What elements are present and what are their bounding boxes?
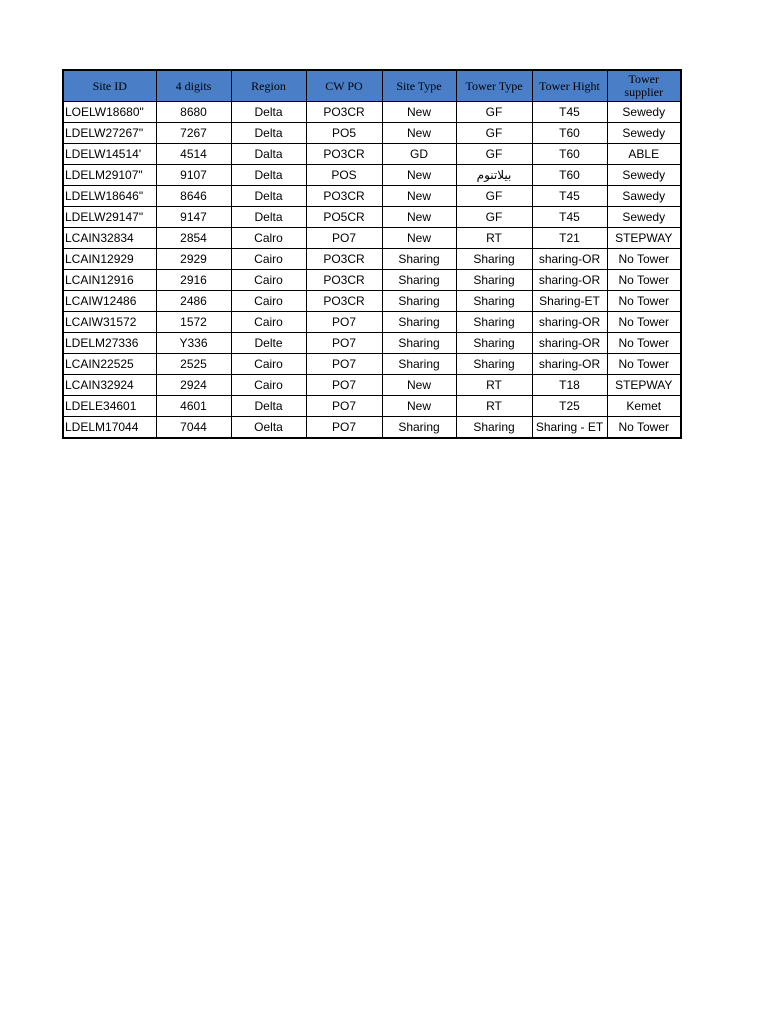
cell-site-id: LDELM29107"	[63, 165, 156, 186]
cell-region: Delta	[231, 186, 306, 207]
cell-tower-supplier: No Tower	[607, 249, 681, 270]
cell-tower-type: Sharing	[456, 333, 532, 354]
cell-tower-hight: sharing-OR	[532, 270, 607, 291]
cell-tower-hight: Sharing - ET	[532, 417, 607, 439]
cell-site-type: Sharing	[382, 417, 456, 439]
cell-four-digits: 2929	[156, 249, 231, 270]
cell-region: Delta	[231, 165, 306, 186]
cell-tower-supplier: No Tower	[607, 270, 681, 291]
cell-site-id: LCAIN32924	[63, 375, 156, 396]
cell-site-id: LOELW18680"	[63, 102, 156, 123]
cell-tower-hight: T18	[532, 375, 607, 396]
cell-region: Delte	[231, 333, 306, 354]
cell-tower-supplier: Sewedy	[607, 123, 681, 144]
cell-site-id: LDELM27336	[63, 333, 156, 354]
cell-tower-hight: T21	[532, 228, 607, 249]
cell-site-id: LDELW27267"	[63, 123, 156, 144]
cell-site-type: New	[382, 207, 456, 228]
cell-region: Cairo	[231, 354, 306, 375]
cell-tower-supplier: Sawedy	[607, 186, 681, 207]
cell-region: Cairo	[231, 270, 306, 291]
cell-tower-supplier: Sewedy	[607, 102, 681, 123]
cell-tower-hight: sharing-OR	[532, 333, 607, 354]
cell-tower-type: GF	[456, 123, 532, 144]
table-header	[63, 70, 681, 102]
cell-tower-supplier: STEPWAY	[607, 228, 681, 249]
cell-tower-hight: T25	[532, 396, 607, 417]
cell-site-type: New	[382, 228, 456, 249]
cell-tower-type: RT	[456, 396, 532, 417]
header-site-id: Site ID	[63, 70, 156, 102]
table-row	[63, 186, 681, 207]
cell-cw-po: POS	[306, 165, 382, 186]
cell-site-type: New	[382, 375, 456, 396]
cell-tower-hight: sharing-OR	[532, 354, 607, 375]
cell-four-digits: 1572	[156, 312, 231, 333]
cell-site-type: New	[382, 123, 456, 144]
cell-region: Cairo	[231, 291, 306, 312]
cell-site-type: Sharing	[382, 270, 456, 291]
cell-four-digits: 8646	[156, 186, 231, 207]
cell-region: Delta	[231, 123, 306, 144]
cell-tower-hight: sharing-OR	[532, 312, 607, 333]
cell-tower-supplier: Kemet	[607, 396, 681, 417]
cell-region: Calro	[231, 228, 306, 249]
cell-site-type: New	[382, 165, 456, 186]
cell-four-digits: 7267	[156, 123, 231, 144]
cell-site-id: LCAIN12916	[63, 270, 156, 291]
cell-tower-hight: T45	[532, 207, 607, 228]
tower-sites-table	[62, 69, 682, 439]
table-row	[63, 354, 681, 375]
header-row	[63, 70, 681, 102]
cell-tower-type: Sharing	[456, 291, 532, 312]
cell-site-type: New	[382, 186, 456, 207]
table-row	[63, 123, 681, 144]
cell-cw-po: PO7	[306, 333, 382, 354]
cell-tower-supplier: No Tower	[607, 333, 681, 354]
cell-cw-po: PO7	[306, 228, 382, 249]
cell-site-id: LDELE34601	[63, 396, 156, 417]
cell-cw-po: PO5CR	[306, 207, 382, 228]
cell-site-id: LCAIN12929	[63, 249, 156, 270]
table-row	[63, 333, 681, 354]
cell-four-digits: 4601	[156, 396, 231, 417]
table-row	[63, 291, 681, 312]
cell-tower-hight: T45	[532, 186, 607, 207]
header-4-digits: 4 digits	[156, 70, 231, 102]
header-tower-supplier: Tower supplier	[607, 70, 681, 102]
header-tower-type: Tower Type	[456, 70, 532, 102]
cell-four-digits: 2916	[156, 270, 231, 291]
cell-region: Delta	[231, 207, 306, 228]
cell-tower-type: GF	[456, 186, 532, 207]
cell-cw-po: PO7	[306, 396, 382, 417]
cell-cw-po: PO7	[306, 312, 382, 333]
cell-site-id: LDELM17044	[63, 417, 156, 439]
cell-tower-type: Sharing	[456, 312, 532, 333]
cell-site-type: Sharing	[382, 249, 456, 270]
table-body	[63, 102, 681, 439]
header-region: Region	[231, 70, 306, 102]
cell-site-type: New	[382, 396, 456, 417]
cell-site-id: LDELW18646"	[63, 186, 156, 207]
cell-tower-supplier: No Tower	[607, 417, 681, 439]
cell-site-type: Sharing	[382, 333, 456, 354]
cell-tower-supplier: No Tower	[607, 291, 681, 312]
cell-site-id: LDELW29147"	[63, 207, 156, 228]
cell-site-id: LCAIN32834	[63, 228, 156, 249]
cell-four-digits: 7044	[156, 417, 231, 439]
table-row	[63, 207, 681, 228]
header-site-type: Site Type	[382, 70, 456, 102]
cell-site-type: New	[382, 102, 456, 123]
cell-tower-supplier: Sewedy	[607, 207, 681, 228]
cell-tower-type: Sharing	[456, 354, 532, 375]
cell-tower-hight: T60	[532, 165, 607, 186]
cell-four-digits: 2525	[156, 354, 231, 375]
cell-tower-supplier: STEPWAY	[607, 375, 681, 396]
cell-tower-hight: Sharing-ET	[532, 291, 607, 312]
table-row	[63, 144, 681, 165]
cell-region: Oelta	[231, 417, 306, 439]
table-row	[63, 228, 681, 249]
cell-tower-hight: sharing-OR	[532, 249, 607, 270]
cell-cw-po: PO3CR	[306, 186, 382, 207]
cell-four-digits: 9147	[156, 207, 231, 228]
cell-tower-type: RT	[456, 375, 532, 396]
cell-cw-po: PO3CR	[306, 270, 382, 291]
cell-tower-type: GF	[456, 144, 532, 165]
table-row	[63, 249, 681, 270]
cell-cw-po: PO7	[306, 417, 382, 439]
cell-cw-po: PO3CR	[306, 291, 382, 312]
table-row	[63, 270, 681, 291]
cell-cw-po: PO7	[306, 354, 382, 375]
cell-site-id: LCAIW31572	[63, 312, 156, 333]
cell-cw-po: PO3CR	[306, 102, 382, 123]
cell-site-id: LCAIW12486	[63, 291, 156, 312]
cell-tower-type: GF	[456, 102, 532, 123]
cell-tower-hight: T45	[532, 102, 607, 123]
cell-region: Cairo	[231, 312, 306, 333]
cell-cw-po: PO3CR	[306, 144, 382, 165]
header-cw-po: CW PO	[306, 70, 382, 102]
cell-four-digits: Y336	[156, 333, 231, 354]
table-row	[63, 165, 681, 186]
cell-tower-type: Sharing	[456, 417, 532, 439]
cell-tower-type: GF	[456, 207, 532, 228]
cell-cw-po: PO7	[306, 375, 382, 396]
table-row	[63, 375, 681, 396]
cell-four-digits: 2486	[156, 291, 231, 312]
cell-tower-type: RT	[456, 228, 532, 249]
cell-site-type: Sharing	[382, 291, 456, 312]
cell-region: Delta	[231, 102, 306, 123]
spreadsheet-page	[62, 69, 680, 439]
cell-four-digits: 2924	[156, 375, 231, 396]
table-row	[63, 102, 681, 123]
header-tower-hight: Tower Hight	[532, 70, 607, 102]
cell-tower-supplier: No Tower	[607, 354, 681, 375]
cell-four-digits: 8680	[156, 102, 231, 123]
cell-site-id: LDELW14514'	[63, 144, 156, 165]
cell-tower-hight: T60	[532, 123, 607, 144]
cell-tower-type: Sharing	[456, 249, 532, 270]
cell-tower-supplier: No Tower	[607, 312, 681, 333]
cell-site-type: Sharing	[382, 312, 456, 333]
cell-tower-type: Sharing	[456, 270, 532, 291]
table-row	[63, 396, 681, 417]
cell-four-digits: 2854	[156, 228, 231, 249]
cell-site-id: LCAIN22525	[63, 354, 156, 375]
table-row	[63, 312, 681, 333]
cell-site-type: Sharing	[382, 354, 456, 375]
cell-tower-hight: T60	[532, 144, 607, 165]
cell-tower-supplier: Sewedy	[607, 165, 681, 186]
table-row	[63, 417, 681, 439]
cell-region: Dalta	[231, 144, 306, 165]
cell-tower-supplier: ABLE	[607, 144, 681, 165]
cell-four-digits: 4514	[156, 144, 231, 165]
cell-cw-po: PO3CR	[306, 249, 382, 270]
cell-cw-po: PO5	[306, 123, 382, 144]
cell-tower-type: بيلاتنوم	[456, 165, 532, 186]
cell-region: Delta	[231, 396, 306, 417]
cell-site-type: GD	[382, 144, 456, 165]
cell-region: Cairo	[231, 375, 306, 396]
cell-four-digits: 9107	[156, 165, 231, 186]
cell-region: Cairo	[231, 249, 306, 270]
